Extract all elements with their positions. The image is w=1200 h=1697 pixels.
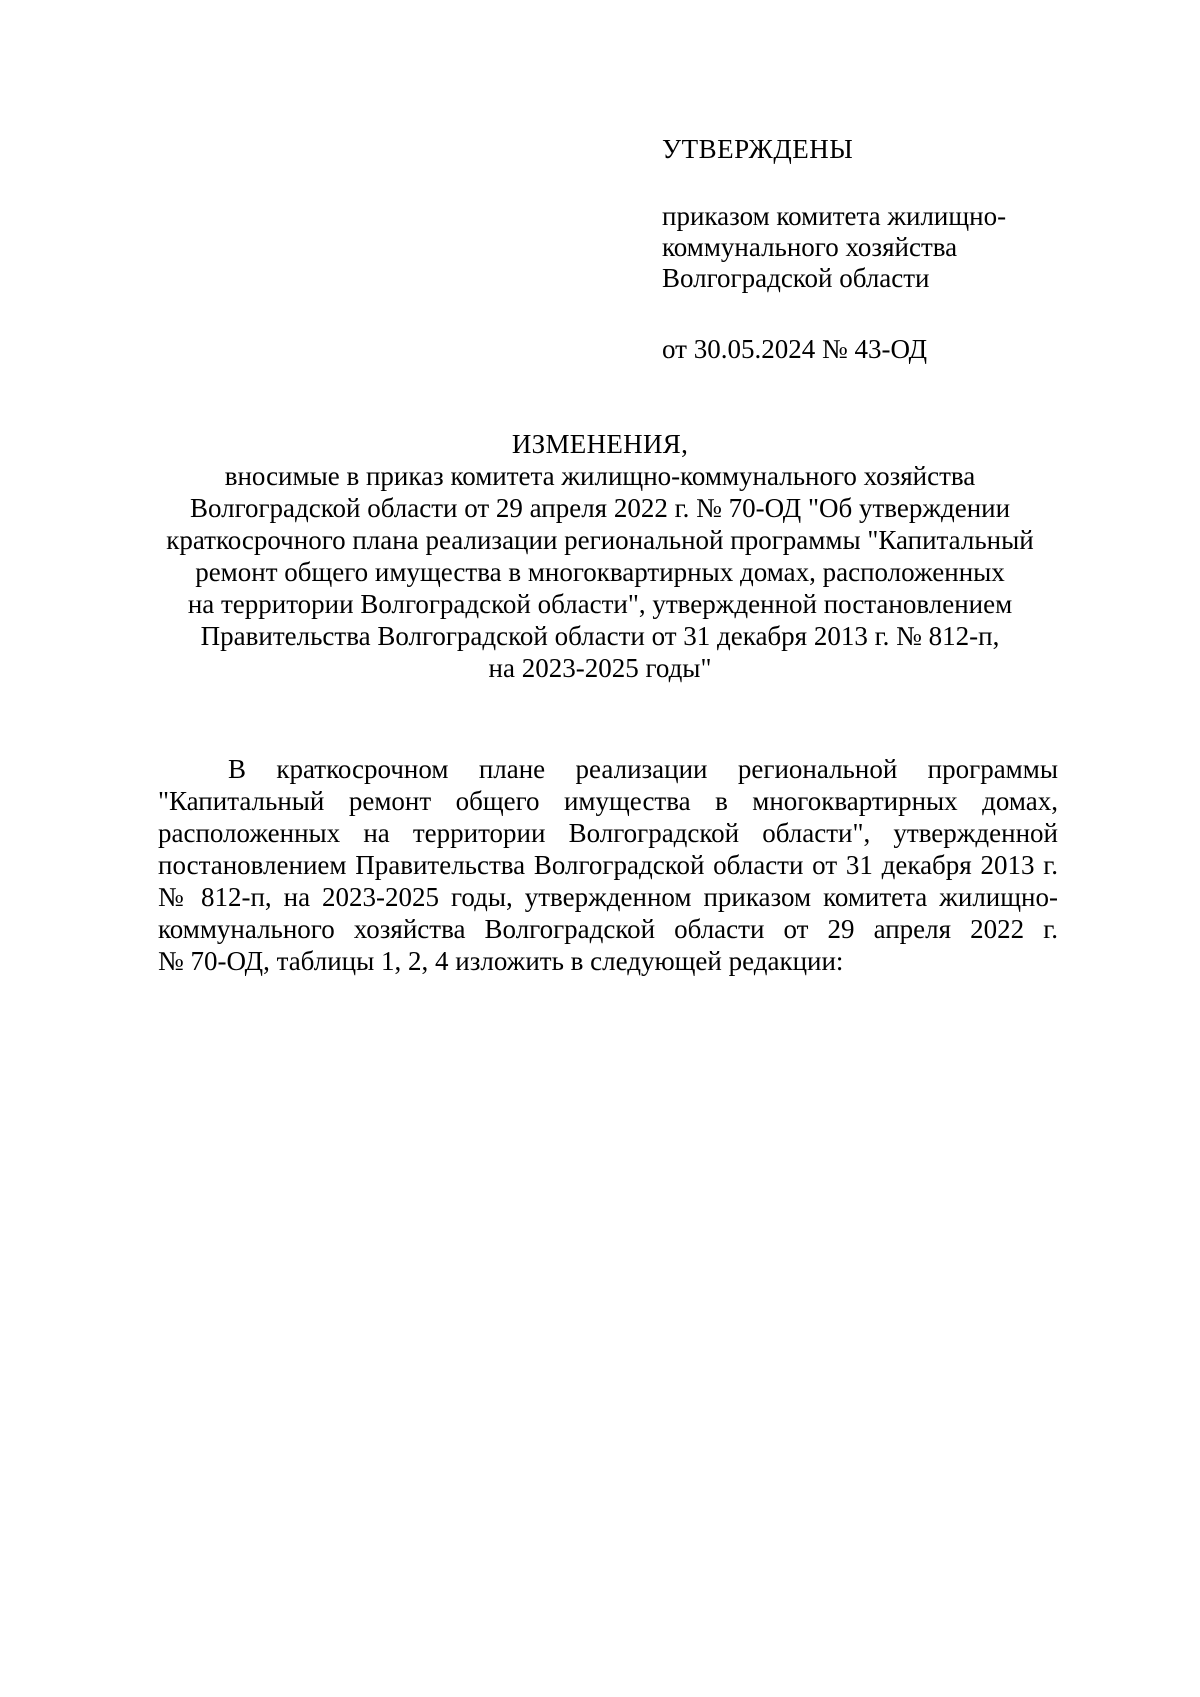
changes-title-line: краткосрочного плана реализации региональной программы "Капитальный: [166, 525, 1034, 555]
approved-by-line: Волгоградской области: [662, 263, 930, 293]
body-line: "Капитальный ремонт общего имущества в многоквартирных домах,: [158, 786, 1058, 816]
changes-title-line: на территории Волгоградской области", утвержденной постановлением: [187, 589, 1013, 619]
body-line: № 812-п, на 2023-2025 годы, утвержденном приказом комитета жилищно-: [158, 882, 1058, 912]
changes-heading: ИЗМЕНЕНИЯ,: [511, 429, 689, 459]
body-line: постановлением Правительства Волгоградской области от 31 декабря 2013 г.: [158, 850, 1058, 880]
changes-title-line: Волгоградской области от 29 апреля 2022 г. № 70-ОД "Об утверждении: [189, 493, 1011, 523]
body-line: № 70-ОД, таблицы 1, 2, 4 изложить в следующей редакции:: [158, 946, 844, 976]
approval-stamp-block: [662, 134, 1122, 365]
changes-title-line: ремонт общего имущества в многоквартирных домах, расположенных: [195, 557, 1005, 587]
approved-by: [662, 201, 1122, 294]
changes-title-block: [150, 428, 1050, 684]
body-line: В краткосрочном плане реализации региональной программы: [228, 754, 1058, 784]
approved-by-line: коммунального хозяйства: [662, 232, 958, 262]
body-line: расположенных на территории Волгоградской области", утвержденной: [158, 818, 1058, 848]
approved-by-line: приказом комитета жилищно-: [662, 201, 1007, 231]
body-paragraph: [158, 753, 1058, 977]
decree-date-number: от 30.05.2024 № 43-ОД: [662, 334, 928, 364]
approved-heading: УТВЕРЖДЕНЫ: [662, 134, 854, 164]
changes-title-line: на 2023-2025 годы": [488, 653, 712, 683]
changes-title-line: Правительства Волгоградской области от 31 декабря 2013 г. № 812-п,: [200, 621, 1000, 651]
changes-title-line: вносимые в приказ комитета жилищно-коммунального хозяйства: [224, 461, 976, 491]
body-line: коммунального хозяйства Волгоградской области от 29 апреля 2022 г.: [158, 914, 1058, 944]
